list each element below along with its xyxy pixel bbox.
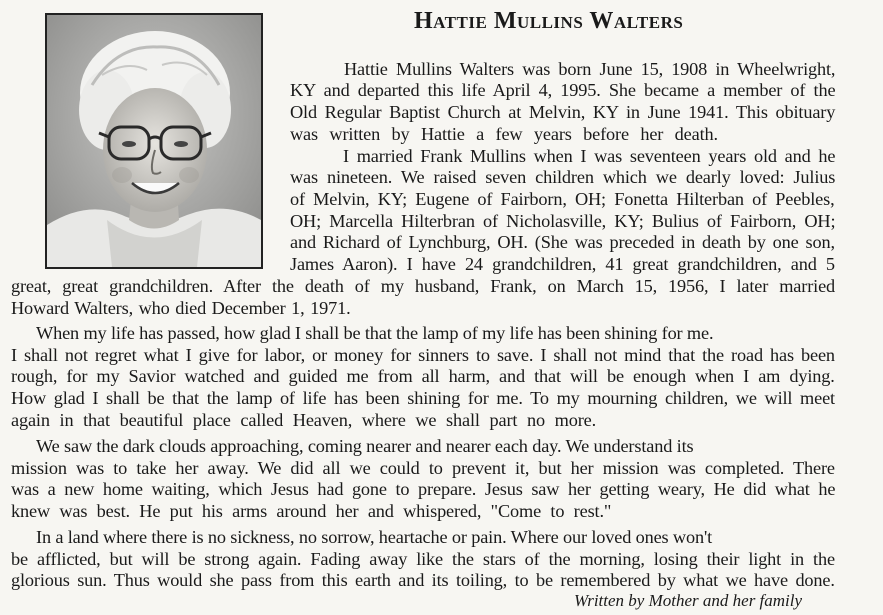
text-line: was a new home waiting, which Jesus had gone to prepare. Jesus saw her getting weary, He did what he <box>11 479 836 499</box>
portrait-photo <box>45 13 263 269</box>
text-line: knew was best. He put his arms around her and whispered, "Come to rest." <box>11 501 612 521</box>
text-line: was nineteen. We raised seven children which we dearly loved: Julius <box>290 167 836 187</box>
text-line: How glad I shall be that the lamp of life has been shining for me. To my mourning children, we will meet <box>11 388 835 408</box>
text-line: OH; Marcella Hilterbran of Nicholasville, KY; Bulius of Fairborn, OH; <box>290 211 836 231</box>
text-line: James Aaron). I have 24 grandchildren, 41 great grandchildren, and 5 <box>290 254 835 274</box>
text-line: KY and departed this life April 4, 1995. She became a member of the <box>290 80 836 100</box>
text-line: We saw the dark clouds approaching, coming nearer and nearer each day. We understand its <box>36 436 694 456</box>
text-line: Old Regular Baptist Church at Melvin, KY in June 1941. This obituary <box>290 102 836 122</box>
signature-line: Written by Mother and her family <box>574 591 803 610</box>
text-line: Howard Walters, who died December 1, 1971. <box>11 298 351 318</box>
text-line: glorious sun. Thus would she pass from this earth and its toiling, to be remembered by what we have done. <box>11 570 835 590</box>
text-line: When my life has passed, how glad I shall be that the lamp of my life has been shining for me. <box>36 323 714 343</box>
text-line: Hattie Mullins Walters was born June 15, 1908 in Wheelwright, <box>344 59 836 79</box>
text-line: again in that beautiful place called Heaven, where we shall part no more. <box>11 410 597 430</box>
text-line: was written by Hattie a few years before her death. <box>290 124 718 144</box>
text-line: great, great grandchildren. After the death of my husband, Frank, on March 15, 1956, I later married <box>11 276 836 296</box>
page-title: Hattie Mullins Walters <box>414 8 684 34</box>
text-line: rough, for my Savior watched and guided me from all harm, and that will be enough when I am dying. <box>11 366 835 386</box>
text-line: I shall not regret what I give for labor, or money for sinners to save. I shall not mind that the road has been <box>11 345 835 365</box>
text-line: and Richard of Lynchburg, OH. (She was preceded in death by one son, <box>290 232 835 252</box>
text-line: In a land where there is no sickness, no sorrow, heartache or pain. Where our loved ones won't <box>36 527 713 547</box>
text-line: of Melvin, KY; Eugene of Fairborn, OH; Fonetta Hilterban of Peebles, <box>290 189 835 209</box>
text-line: mission was to take her away. We did all we could to prevent it, but her mission was completed. There <box>11 458 835 478</box>
text-line: I married Frank Mullins when I was seventeen years old and he <box>343 146 836 166</box>
text-line: be afflicted, but will be strong again. Fading away like the stars of the morning, losing their light in the <box>11 549 835 569</box>
